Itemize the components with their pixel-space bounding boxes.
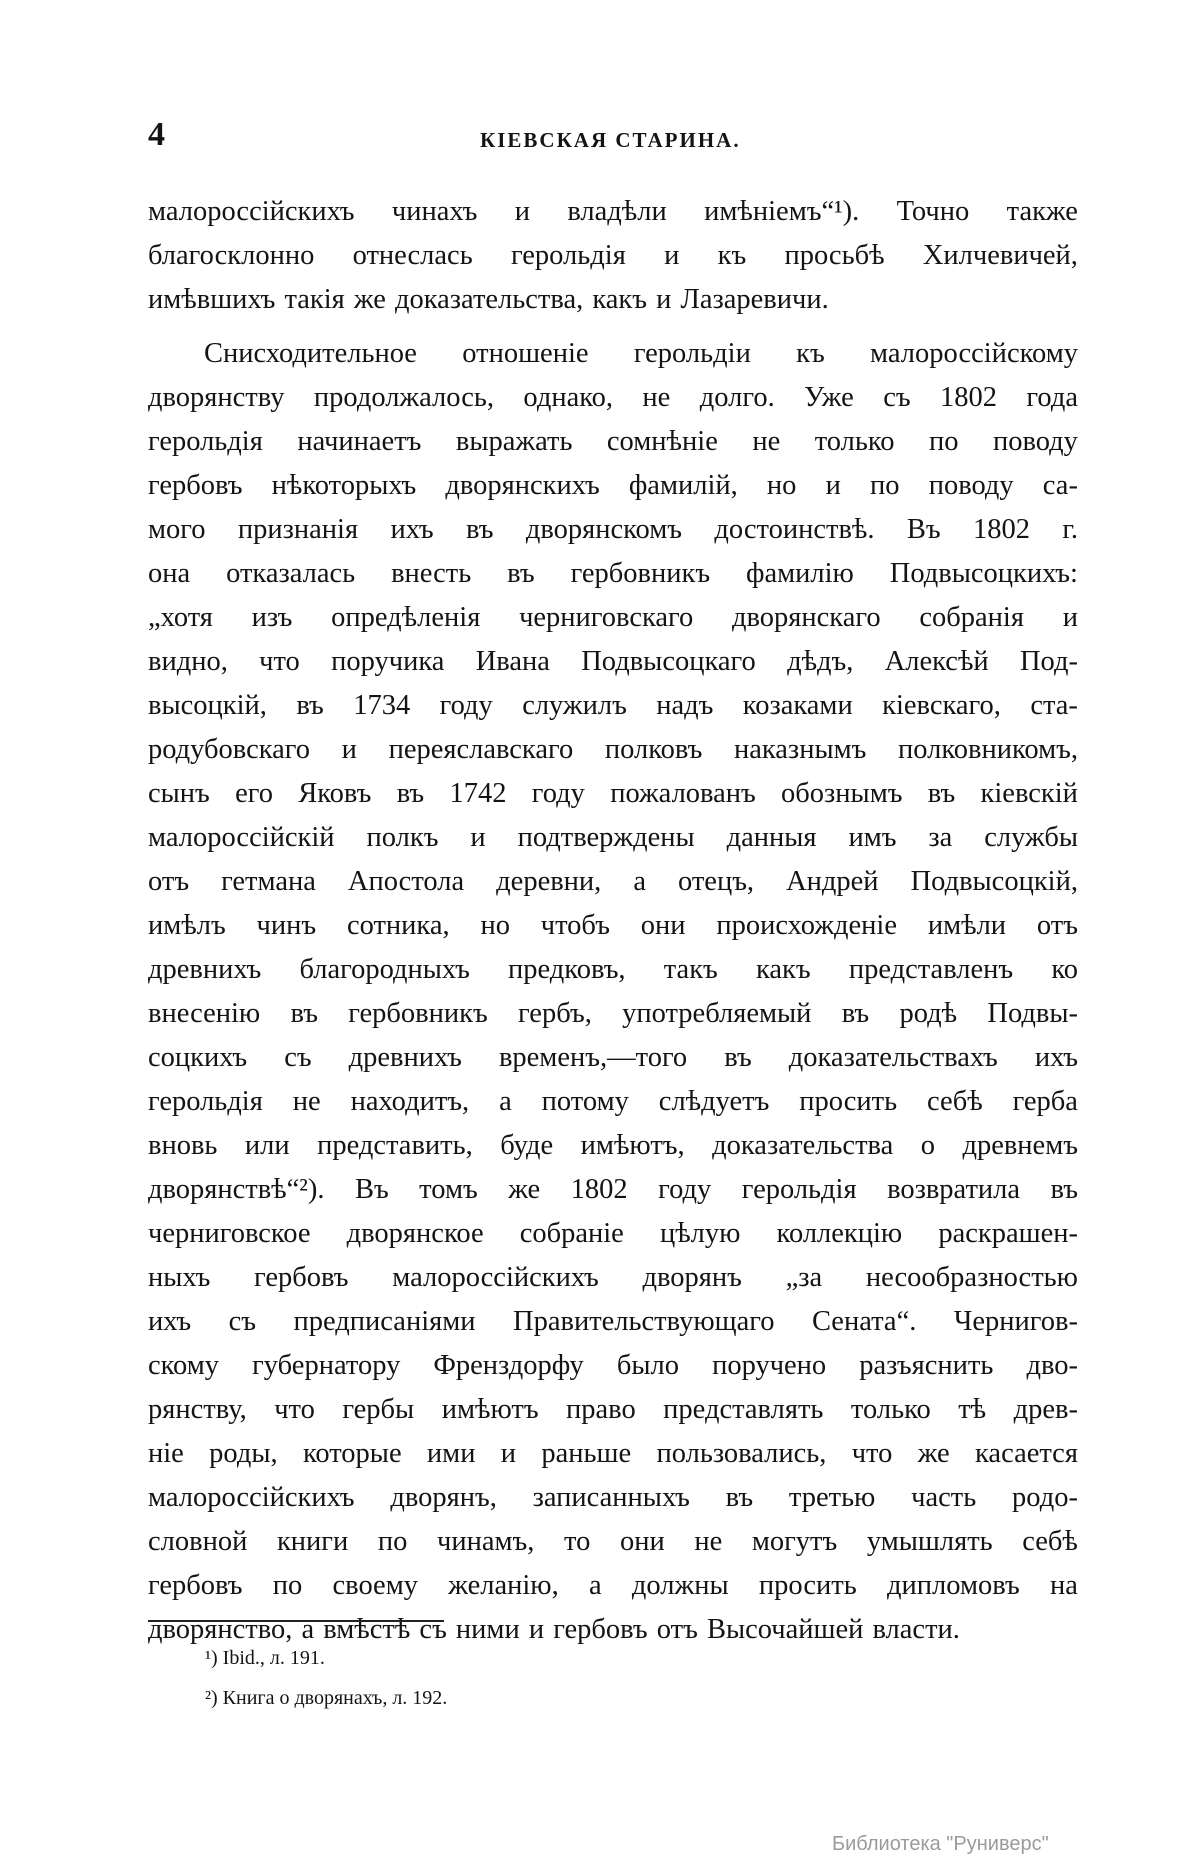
text-line: ихъ съ предписаніями Правительствующаго Сената“. Чернигов- bbox=[148, 1306, 1078, 1337]
footnote-text: Ibid., л. 191. bbox=[222, 1647, 325, 1669]
text-line: гербовъ нѣкоторыхъ дворянскихъ фамилій, но и по поводу са- bbox=[148, 470, 1078, 501]
text-line: она отказалась внесть въ гербовникъ фамилію Подвысоцкихъ: bbox=[148, 558, 1078, 589]
library-watermark: Библиотека "Руниверс" bbox=[832, 1833, 1049, 1855]
text-line: вновь или представить, буде имѣютъ, доказательства о древнемъ bbox=[148, 1130, 1078, 1161]
paragraph-2 bbox=[148, 332, 1078, 1652]
text-line: ныхъ гербовъ малороссійскихъ дворянъ „за несообразностью bbox=[148, 1262, 1078, 1293]
text-line: дворянствѣ“²). Въ томъ же 1802 году герольдія возвратила въ bbox=[148, 1174, 1078, 1205]
text-line: рянству, что гербы имѣютъ право представлять только тѣ древ- bbox=[148, 1394, 1078, 1425]
footnote-1 bbox=[205, 1638, 905, 1678]
text-line: герольдія не находитъ, а потому слѣдуетъ просить себѣ герба bbox=[148, 1086, 1078, 1117]
text-line: родубовскаго и переяславскаго полковъ наказнымъ полковникомъ, bbox=[148, 734, 1078, 765]
text-line: древнихъ благородныхъ предковъ, такъ какъ представленъ ко bbox=[148, 954, 1078, 985]
footnote-2 bbox=[205, 1678, 905, 1718]
footnote-text: Книга о дворянахъ, л. 192. bbox=[222, 1687, 448, 1709]
paragraph-1 bbox=[148, 190, 1078, 322]
text-line: малороссійскій полкъ и подтверждены данныя имъ за службы bbox=[148, 822, 1078, 853]
text-line: высоцкій, въ 1734 году служилъ надъ козаками кіевскаго, ста- bbox=[148, 690, 1078, 721]
footnote-mark: ¹) bbox=[205, 1647, 218, 1669]
footnote-mark: ²) bbox=[205, 1687, 218, 1709]
text-line: внесенію въ гербовникъ гербъ, употребляемый въ родѣ Подвы- bbox=[148, 998, 1078, 1029]
text-line: герольдія начинаетъ выражать сомнѣніе не только по поводу bbox=[148, 426, 1078, 457]
text-line: имѣвшихъ такія же доказательства, какъ и Лазаревичи. bbox=[148, 284, 829, 315]
text-line: отъ гетмана Апостола деревни, а отецъ, Андрей Подвысоцкій, bbox=[148, 866, 1078, 897]
running-title: КІЕВСКАЯ СТАРИНА. bbox=[480, 128, 741, 152]
text-line: „хотя изъ опредѣленія черниговскаго дворянскаго собранія и bbox=[148, 602, 1078, 633]
text-line: имѣлъ чинъ сотника, но чтобъ они происхожденіе имѣли отъ bbox=[148, 910, 1078, 941]
text-line: гербовъ по своему желанію, а должны просить дипломовъ на bbox=[148, 1570, 1078, 1601]
text-line: дворянство, а вмѣстѣ съ ними и гербовъ отъ Высочайшей власти. bbox=[148, 1614, 960, 1645]
footnote-rule bbox=[148, 1620, 444, 1622]
text-line: дворянству продолжалось, однако, не долго. Уже съ 1802 года bbox=[148, 382, 1078, 413]
text-line: Снисходительное отношеніе герольдіи къ малороссійскому bbox=[204, 338, 1078, 369]
page-number: 4 bbox=[148, 116, 165, 153]
text-line: черниговское дворянское собраніе цѣлую коллекцію раскрашен- bbox=[148, 1218, 1078, 1249]
text-line: малороссійскихъ дворянъ, записанныхъ въ третью часть родо- bbox=[148, 1482, 1078, 1513]
text-line: сынъ его Яковъ въ 1742 году пожалованъ обознымъ въ кіевскій bbox=[148, 778, 1078, 809]
text-line: видно, что поручика Ивана Подвысоцкаго дѣдъ, Алексѣй Под- bbox=[148, 646, 1078, 677]
text-line: благосклонно отнеслась герольдія и къ просьбѣ Хилчевичей, bbox=[148, 240, 1078, 271]
text-line: малороссійскихъ чинахъ и владѣли имѣніемъ“¹). Точно также bbox=[148, 196, 1078, 227]
paragraph-gap bbox=[148, 322, 1078, 332]
footnotes bbox=[205, 1638, 905, 1718]
text-line: мого признанія ихъ въ дворянскомъ достоинствѣ. Въ 1802 г. bbox=[148, 514, 1078, 545]
text-line: соцкихъ съ древнихъ временъ,—того въ доказательствахъ ихъ bbox=[148, 1042, 1078, 1073]
text-line: словной книги по чинамъ, то они не могутъ умышлять себѣ bbox=[148, 1526, 1078, 1557]
text-line: скому губернатору Френздорфу было поручено разъяснить дво- bbox=[148, 1350, 1078, 1381]
text-line: ніе роды, которые ими и раньше пользовались, что же касается bbox=[148, 1438, 1078, 1469]
body-text bbox=[148, 190, 1078, 1652]
